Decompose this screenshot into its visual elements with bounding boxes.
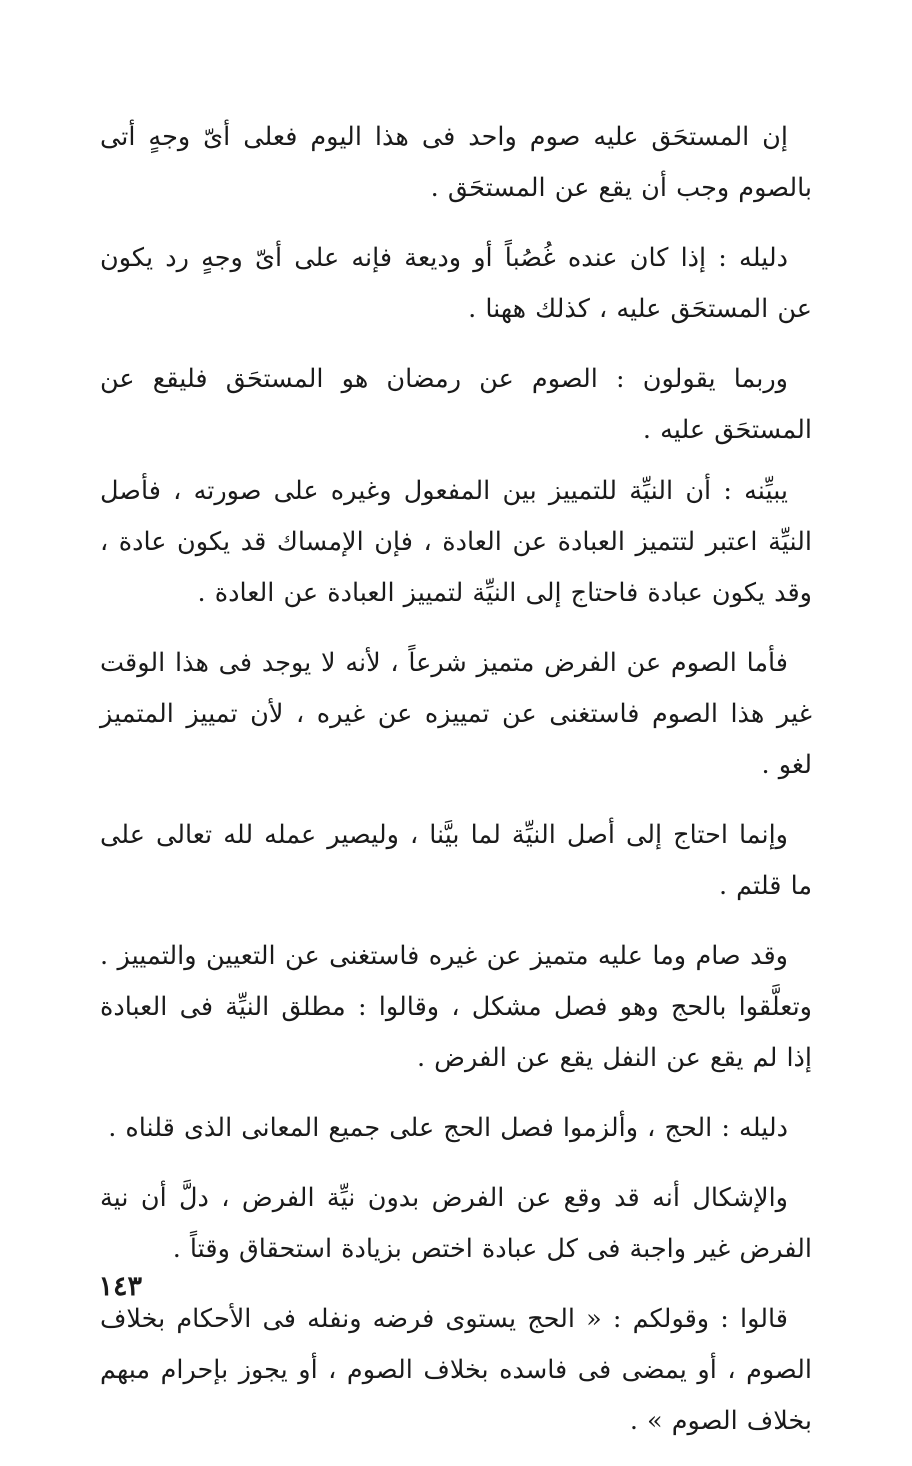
paragraph-5: فأما الصوم عن الفرض متميز شرعاً ، لأنه لا يوجد فى هذا الوقت غير هذا الصوم فاستغنى عن تمييزه عن غيره ، لأن تمييز المتميز لغو . (100, 648, 812, 780)
page-number: ١٤٣ (98, 1271, 142, 1302)
paragraph-8: دليله : الحج ، وألزموا فصل الحج على جميع المعانى الذى قلناه . (108, 1113, 788, 1143)
paragraph-3: وربما يقولون : الصوم عن رمضان هو المستحَق فليقع عن المستحَق عليه . (100, 364, 812, 445)
paragraph-4: يبيِّنه : أن النيِّة للتمييز بين المفعول وغيره على صورته ، فأصل النيِّة اعتبر لتتميز العبادة عن العادة ، فإن الإمساك قد يكون عادة ، وقد يكون عبادة فاحتاج إلى النيِّة لتمييز العبادة عن العادة . (100, 476, 812, 608)
page-body (100, 112, 812, 1466)
paragraph-1: إن المستحَق عليه صوم واحد فى هذا اليوم فعلى أىّ وجهٍ أتى بالصوم وجب أن يقع عن المستحَق . (100, 122, 812, 203)
paragraph-10: قالوا : وقولكم : « الحج يستوى فرضه ونفله فى الأحكام بخلاف الصوم ، أو يمضى فى فاسده بخلاف الصوم ، أو يجوز بإحرام مبهم بخلاف الصوم » . (100, 1304, 812, 1436)
paragraph-6: وإنما احتاج إلى أصل النيِّة لما بيَّنا ، وليصير عمله لله تعالى على ما قلتم . (100, 820, 812, 901)
paragraph-2: دليله : إذا كان عنده غُصُباً أو وديعة فإنه على أىّ وجهٍ رد يكون عن المستحَق عليه ، كذلك ههنا . (100, 243, 812, 324)
paragraph-7: وقد صام وما عليه متميز عن غيره فاستغنى عن التعيين والتمييز . وتعلَّقوا بالحج وهو فصل مشكل ، وقالوا : مطلق النيِّة فى العبادة إذا لم يقع عن النفل يقع عن الفرض . (100, 941, 812, 1073)
paragraph-9: والإشكال أنه قد وقع عن الفرض بدون نيِّة الفرض ، دلَّ أن نية الفرض غير واجبة فى كل عبادة اختص بزيادة استحقاق وقتاً . (100, 1183, 812, 1264)
